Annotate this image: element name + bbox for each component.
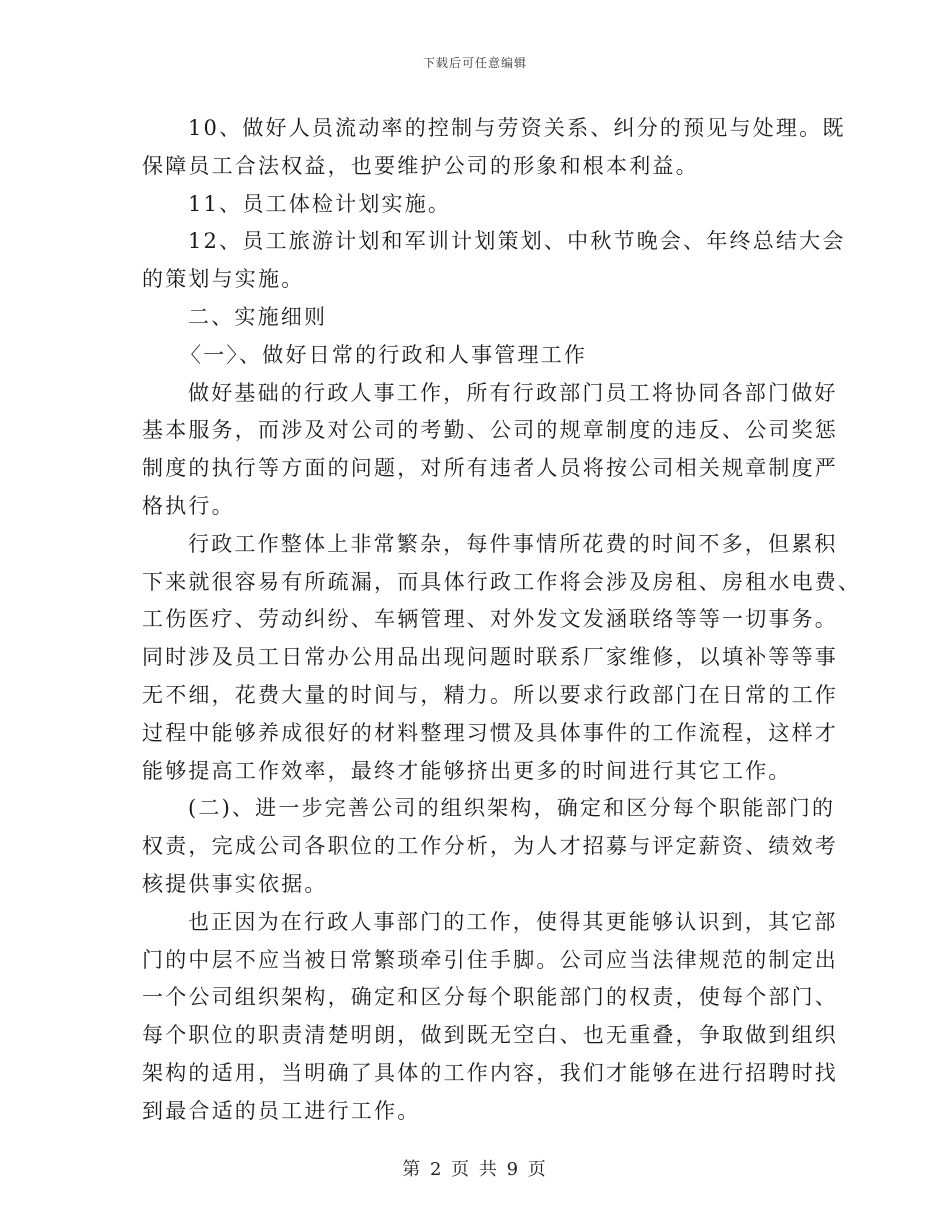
text-line: 能够提高工作效率，最终才能够挤出更多的时间进行其它工作。 (142, 758, 792, 783)
text-line: 一个公司组织架构，确定和区分每个职能部门的权责，使每个部门、 (142, 985, 838, 1010)
paragraph-start: 做好基础的行政人事工作，所有行政部门员工将协同各部门做好 (188, 380, 838, 405)
text-line: 同时涉及员工日常办公用品出现问题时联系厂家维修，以填补等等事 (142, 645, 838, 670)
paragraph-start: 行政工作整体上非常繁杂，每件事情所花费的时间不多，但累积 (188, 531, 838, 556)
text-line: 过程中能够养成很好的材料整理习惯及具体事件的工作流程，这样才 (142, 720, 838, 745)
text-line: 下来就很容易有所疏漏，而具体行政工作将会涉及房租、房租水电费、 (142, 569, 862, 594)
text-line: 架构的适用，当明确了具体的工作内容，我们才能够在进行招聘时找 (142, 1060, 838, 1085)
text-line: 格执行。 (142, 493, 235, 518)
text-line: 无不细，花费大量的时间与，精力。所以要求行政部门在日常的工作 (142, 682, 838, 707)
text-line: 工伤医疗、劳动纠纷、车辆管理、对外发文发涵联络等等一切事务。 (142, 607, 838, 632)
page-footer: 第 2 页 共 9 页 (402, 1159, 548, 1180)
text-line: 基本服务，而涉及对公司的考勤、公司的规章制度的违反、公司奖惩 (142, 418, 838, 443)
list-item-12: 12、员工旅游计划和军训计划策划、中秋节晚会、年终总结大会 (188, 229, 846, 254)
text-line: 到最合适的员工进行工作。 (142, 1098, 421, 1123)
list-item-10: 10、做好人员流动率的控制与劳资关系、纠分的预见与处理。既 (188, 116, 846, 140)
paragraph-start: 也正因为在行政人事部门的工作，使得其更能够认识到，其它部 (188, 909, 838, 934)
text-line: 的策划与实施。 (142, 267, 305, 292)
section-heading: 二、实施细则 (188, 304, 328, 329)
document-body (142, 110, 862, 1131)
text-line: 核提供事实依据。 (142, 871, 328, 896)
list-item-11: 11、员工体检计划实施。 (188, 191, 452, 216)
subsection-heading: 〈一〉、做好日常的行政和人事管理工作 (180, 342, 588, 367)
text-line: 权责，完成公司各职位的工作分析，为人才招募与评定薪资、绩效考 (142, 834, 838, 859)
subsection-heading: (二)、进一步完善公司的组织架构，确定和区分每个职能部门的 (188, 796, 836, 821)
text-line: 保障员工合法权益，也要维护公司的形象和根本利益。 (142, 153, 699, 178)
text-line: 门的中层不应当被日常繁琐牵引住手脚。公司应当法律规范的制定出 (142, 947, 838, 972)
page-header: 下载后可任意编辑 (422, 56, 527, 70)
text-line: 每个职位的职责清楚明朗，做到既无空白、也无重叠，争取做到组织 (142, 1023, 838, 1048)
text-line: 制度的执行等方面的问题，对所有违者人员将按公司相关规章制度严 (142, 456, 838, 481)
